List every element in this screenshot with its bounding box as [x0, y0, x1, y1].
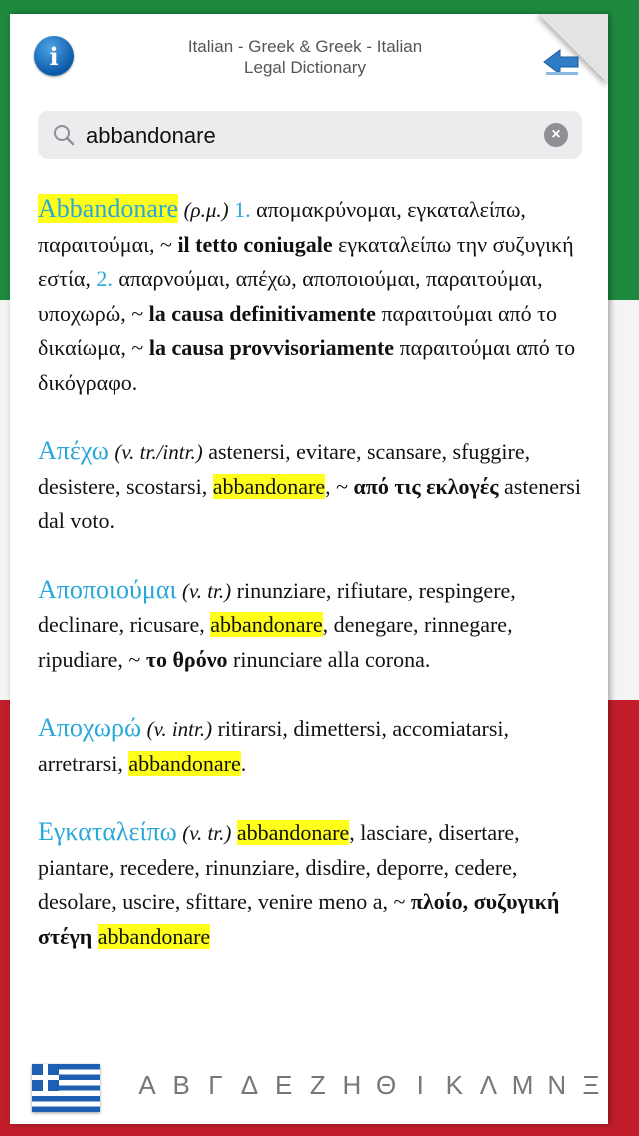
entry-text: astenersi dal voto. [38, 473, 581, 533]
entry-text: εγκαταλείπω την συζυγική εστία, [38, 231, 574, 291]
entry-pos: (ρ.μ.) [183, 198, 229, 222]
entry-text: astenersi, evitare, scansare, sfuggire, desistere, scostarsi, [38, 439, 531, 499]
entry-text: rinunciare alla corona. [227, 646, 431, 672]
entry-pos: (v. intr.) [146, 717, 213, 741]
search-match-highlight: abbandonare [236, 820, 350, 845]
entry-text: . [240, 750, 247, 776]
entry-egkataleipo[interactable] [38, 815, 588, 954]
entry-headword: Αποχωρώ [38, 713, 142, 742]
letter-index-item[interactable]: Ε [274, 1070, 293, 1100]
info-icon: i [49, 41, 59, 71]
flag-cross [43, 1064, 48, 1091]
entry-text: παραιτούμαι από το δικαίωμα, ~ [38, 300, 557, 360]
entry-pos: (v. tr.) [181, 578, 232, 603]
search-match-highlight: abbandonare [210, 612, 323, 637]
results-list [38, 192, 588, 988]
letter-index-item[interactable]: Ι [416, 1070, 424, 1100]
entry-text: , ~ [325, 473, 354, 499]
title-line-2: Legal Dictionary [244, 58, 366, 77]
sense-number: 1. [234, 197, 251, 222]
letter-index-item[interactable]: Ν [547, 1070, 567, 1100]
app-title [150, 36, 460, 78]
entry-text: , denegare, rinnegare, ripudiare, ~ [38, 612, 513, 672]
entry-headword: Εγκαταλείπω [38, 817, 177, 846]
dictionary-page [10, 14, 608, 1124]
entry-text: ritirarsi, dimettersi, accomiatarsi, arretrarsi, [38, 716, 509, 776]
sense-number: 2. [96, 266, 113, 291]
entry-apochoro[interactable] [38, 711, 588, 781]
entry-text: παραιτούμαι από το δικόγραφο. [38, 335, 576, 395]
close-icon: × [551, 126, 561, 143]
entry-text: , lasciare, disertare, piantare, recedere, rinunziare, disdire, deporre, cedere, desolare, uscire, sfittare, venire meno a, ~ [38, 820, 520, 914]
entry-text: rinunziare, rifiutare, respingere, declinare, ricusare, [38, 577, 516, 637]
search-match-highlight: abbandonare [128, 750, 241, 776]
search-field[interactable] [38, 111, 582, 159]
letter-index-item[interactable]: Κ [445, 1070, 463, 1100]
letter-index-item[interactable]: Μ [511, 1070, 534, 1100]
entry-headword: Αποποιούμαι [38, 574, 177, 604]
alphabet-index [130, 1070, 608, 1101]
entry-pos: (v. tr./intr.) [114, 440, 203, 464]
letter-index-item[interactable]: Γ [208, 1070, 223, 1100]
search-icon [52, 123, 76, 147]
entry-phrase: το θρόνο [145, 646, 228, 672]
title-line-1: Italian - Greek & Greek - Italian [187, 37, 423, 56]
entry-abbandonare[interactable] [38, 192, 588, 400]
clear-search-button[interactable] [544, 123, 568, 147]
back-button[interactable] [542, 48, 582, 78]
letter-index-item[interactable]: Α [138, 1070, 156, 1100]
info-button[interactable] [34, 36, 74, 76]
entry-phrase: πλοίο, συζυγική στέγη [38, 889, 560, 949]
entry-headword: Απέχω [38, 436, 109, 465]
search-match-highlight: abbandonare [97, 923, 211, 949]
back-arrow-icon [542, 48, 582, 78]
letter-index-item[interactable]: Ζ [309, 1070, 326, 1100]
entry-apecho[interactable] [38, 434, 588, 539]
entry-phrase: il tetto coniugale [177, 231, 333, 257]
entry-text: απομακρύνομαι, εγκαταλείπω, παραιτούμαι, ~ [38, 197, 526, 257]
entry-apopoioumai[interactable] [38, 573, 588, 678]
entry-headword: Abbandonare [38, 194, 179, 223]
entry-phrase: από τις εκλογές [353, 473, 499, 499]
entry-pos: (v. tr.) [182, 821, 232, 845]
letter-index-item[interactable]: Β [172, 1070, 190, 1100]
search-match-highlight: abbandonare [212, 473, 326, 499]
letter-index-item[interactable]: Ξ [582, 1070, 600, 1100]
letter-index-item[interactable]: Η [342, 1070, 362, 1100]
entry-phrase: la causa definitivamente [148, 300, 376, 326]
entry-phrase: la causa provvisoriamente [148, 335, 395, 360]
search-input[interactable]: abbandonare [86, 123, 216, 148]
letter-index-item[interactable]: Θ [375, 1070, 397, 1100]
greek-flag-button[interactable] [32, 1064, 100, 1112]
alphabet-bar [10, 1048, 608, 1124]
letter-index-item[interactable]: Δ [240, 1070, 259, 1100]
letter-index-item[interactable]: Λ [479, 1070, 498, 1100]
entry-text: απαρνούμαι, απέχω, αποποιούμαι, παραιτούμαι, υποχωρώ, ~ [38, 266, 543, 326]
